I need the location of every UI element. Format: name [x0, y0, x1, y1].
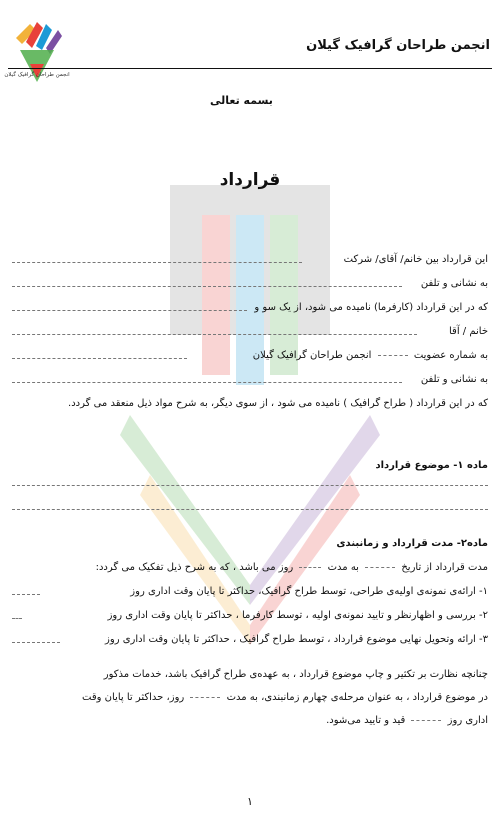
supervision-line-3 — [12, 712, 488, 729]
blank-field — [12, 642, 60, 643]
supervision-line-1: چنانچه نظارت بر تکثیر و چاپ موضوع قرارداد ، به عهده‌ی طراح گرافیک باشد، خدمات مذکور — [103, 669, 488, 680]
association-name: انجمن طراحان گرافیک گیلان — [252, 350, 372, 361]
designer-definition-end: می گردد. — [68, 398, 108, 409]
party-a-address-line: به نشانی و تلفن — [420, 278, 488, 289]
supervision-confirm-text: قید و تایید می‌شود. — [326, 715, 406, 726]
duration-breakdown-label: روز می باشد ، که به شرح ذیل تفکیک می گردد: — [95, 562, 294, 573]
contract-duration-line — [96, 561, 488, 575]
blank-field — [12, 358, 187, 359]
schedule-step-3: ۳- ارائه وتحویل نهایی موضوع قرارداد ، توسط طراح گرافیک ، حداکثر تا پایان وقت اداری روز — [105, 634, 488, 645]
schedule-step-1: ۱- ارائه‌ی نمونه‌ی اولیه‌ی طراحی، توسط طراح گرافیک، حداکثر تا پایان وقت اداری روز — [130, 586, 488, 597]
supervision-deadline-text: روز، حداکثر تا پایان وقت — [82, 692, 185, 703]
blank-field — [12, 262, 302, 263]
blank-field — [190, 697, 220, 698]
blank-field — [12, 382, 402, 383]
duration-from-label: مدت قرارداد از تاریخ — [401, 562, 488, 573]
designer-definition-paragraph — [12, 395, 488, 412]
blank-field — [411, 720, 441, 721]
association-logo-icon — [6, 20, 68, 98]
logo-caption: انجمن طراحان گرافیک گیلان — [4, 72, 70, 78]
blank-field — [299, 567, 321, 568]
blank-field — [12, 618, 22, 619]
blank-field — [12, 509, 488, 510]
blank-field — [12, 485, 488, 486]
bismillah: بسمه تعالی — [210, 94, 273, 107]
blank-field — [12, 594, 40, 595]
blank-field — [378, 355, 408, 356]
supervision-stage-text: در موضوع قرارداد ، به عنوان مرحله‌ی چهارم زمانبندی، به مدت — [226, 692, 488, 703]
supervision-paragraph — [12, 666, 488, 729]
blank-field — [12, 310, 247, 311]
membership-label: به شماره عضویت — [413, 350, 488, 361]
duration-length-label: به مدت — [327, 562, 359, 573]
schedule-step-2: ۲- بررسی و اظهارنظر و تایید نمونه‌ی اولیه ، توسط کارفرما ، حداکثر تا پایان وقت اداری روز — [107, 610, 488, 621]
page-number: ۱ — [247, 795, 253, 808]
header-title: انجمن طراحان گرافیک گیلان — [306, 38, 490, 53]
party-b-address-line: به نشانی و تلفن — [420, 374, 488, 385]
party-b-line: خانم / آقا — [449, 326, 488, 337]
designer-definition-text: که در این قرارداد ( طراح گرافیک ) نامیده می شود ، از سوی دیگر، به شرح مواد ذیل منعقد — [110, 398, 488, 409]
article-2-heading: ماده۲- مدت قرارداد و زمانبندی — [336, 538, 488, 549]
blank-field — [12, 334, 417, 335]
blank-field — [12, 286, 402, 287]
membership-line — [253, 349, 488, 363]
employer-definition-line: که در این قرارداد (کارفرما) نامیده می شود، از یک سو و — [254, 302, 488, 313]
blank-field — [365, 567, 395, 568]
supervision-day-label: اداری روز — [447, 715, 488, 726]
party-a-line: این قرارداد بین خانم/ آقای/ شرکت — [343, 254, 488, 265]
supervision-line-2 — [12, 689, 488, 706]
header-divider — [8, 68, 492, 69]
document-title: قرارداد — [219, 170, 281, 190]
article-1-heading: ماده ۱- موضوع قرارداد — [375, 460, 488, 471]
